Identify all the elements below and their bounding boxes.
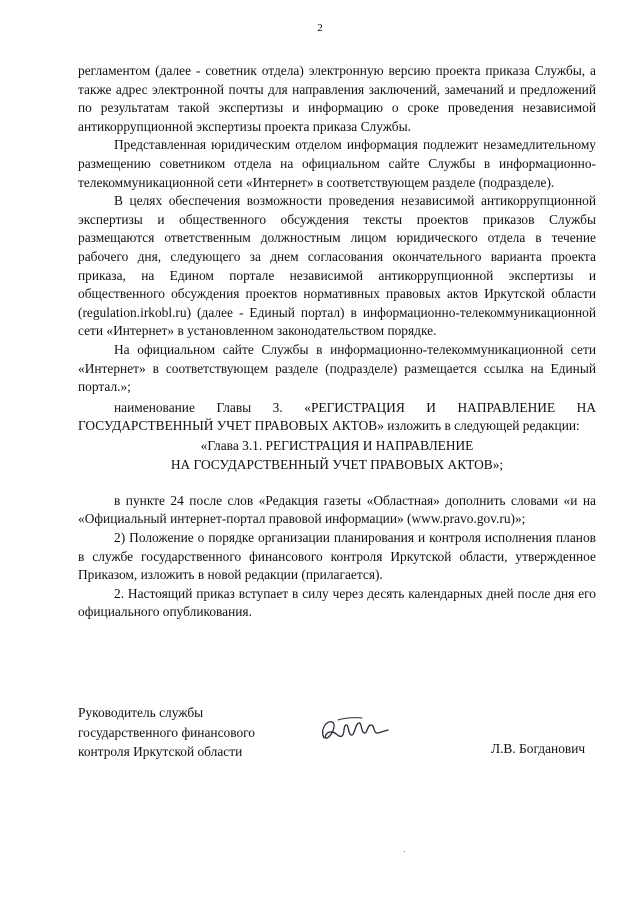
signatory-line-3: контроля Иркутской области — [78, 744, 243, 759]
paragraph-expertise: В целях обеспечения возможности проведения независимой антикоррупционной экспертизы и общественного обсуждения тексты проектов приказов Службы размещаются ответственным должностным лицом юридического отдела в течение рабочего дня, следующего за днем согласования окончательного варианта проекта приказа, на Едином портале независимой антикоррупционной экспертизы и общественного обсуждения проектов нормативных правовых актов Иркутской области (regulation.irkobl.ru) (далее - Единый портал) в информационно-телекоммуникационной сети «Интернет» в установленном законодательством порядке. — [78, 193, 596, 339]
paragraph-publication: Представленная юридическим отделом информация подлежит незамедлительному размещению советником отдела на официальном сайте Службы в информационно-телекоммуникационной сети «Интернет» в соответствующем разделе (подразделе). — [78, 137, 596, 190]
paragraph-effective-date: 2. Настоящий приказ вступает в силу через десять календарных дней после дня его официального опубликования. — [78, 585, 596, 620]
chapter-title-line-2: НА ГОСУДАРСТВЕННЫЙ УЧЕТ ПРАВОВЫХ АКТОВ»; — [170, 456, 504, 472]
paragraph-continuation: регламентом (далее - советник отдела) электронную версию проекта приказа Службы, а также адрес электронной почты для направления заключений, замечаний и предложений по результатам такой экспертизы и информацию о сроке проведения независимой антикоррупционной экспертизы проекта приказа Службы. — [78, 63, 596, 134]
paragraph-chapter-rename: наименование Главы 3. «РЕГИСТРАЦИЯ И НАПРАВЛЕНИЕ НА ГОСУДАРСТВЕННЫЙ УЧЕТ ПРАВОВЫХ АКТОВ» изложить в следующей редакции: — [78, 399, 596, 434]
page-number: 2 — [317, 22, 323, 34]
signer-name: Л.В. Богданович — [491, 741, 586, 756]
paragraph-link: На официальном сайте Службы в информационно-телекоммуникационной сети «Интернет» в соответствующем разделе (подразделе) размещается ссылка на Единый портал.»; — [78, 341, 596, 395]
chapter-title — [78, 436, 596, 474]
document-body — [78, 62, 596, 622]
scan-speck — [404, 851, 405, 852]
chapter-title-line-1: «Глава 3.1. РЕГИСТРАЦИЯ И НАПРАВЛЕНИЕ — [200, 437, 474, 453]
signatory-title — [78, 703, 255, 762]
paragraph-regulation: 2) Положение о порядке организации планирования и контроля исполнения планов в службе государственного финансового контроля Иркутской области, утвержденное Приказом, изложить в новой редакции (прилагается). — [78, 530, 596, 583]
signatory-line-1: Руководитель службы — [78, 705, 204, 720]
handwritten-signature — [318, 712, 390, 746]
signatory-line-2: государственного финансового — [78, 724, 256, 740]
paragraph-point-24: в пункте 24 после слов «Редакция газеты «Областная» дополнить словами «и на «Официальный интернет-портал правовой информации» (www.pravo.gov.ru)»; — [78, 492, 596, 527]
